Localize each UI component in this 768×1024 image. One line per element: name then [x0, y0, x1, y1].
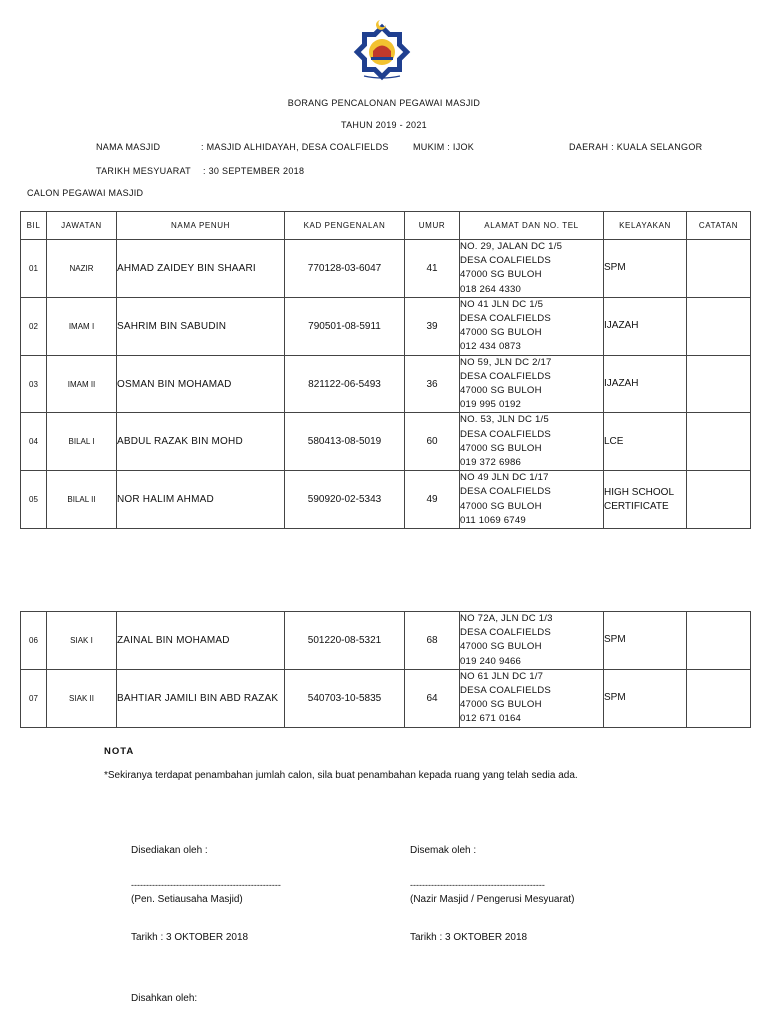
alamat-line: 47000 SG BULOH — [460, 699, 542, 711]
header-kelayakan: KELAYAKAN — [604, 212, 687, 240]
phone-number: 018 264 4330 — [460, 283, 522, 295]
kelayakan-line: SPM — [604, 692, 626, 704]
cell-kelayakan — [604, 612, 687, 670]
kelayakan-line: CERTIFICATE — [604, 500, 669, 512]
cell-umur: 49 — [405, 471, 460, 529]
cell-nama: SAHRIM BIN SABUDIN — [117, 297, 285, 355]
mosque-emblem-logo — [350, 16, 414, 82]
cell-nama: BAHTIAR JAMILI BIN ABD RAZAK — [117, 669, 285, 727]
alamat-line: DESA COALFIELDS — [460, 255, 551, 267]
table-row — [21, 612, 751, 670]
cell-catatan — [687, 297, 751, 355]
tarikh-left: Tarikh : 3 OKTOBER 2018 — [131, 932, 249, 943]
mukim-text: MUKIM : IJOK — [413, 142, 475, 152]
table-row — [21, 471, 751, 529]
signature-line-right: --------------------------------------------- — [410, 880, 545, 890]
cell-kelayakan — [604, 355, 687, 413]
cell-jawatan: BILAL II — [47, 471, 117, 529]
cell-jawatan: SIAK II — [47, 669, 117, 727]
cell-umur: 39 — [405, 297, 460, 355]
cell-bil: 07 — [21, 669, 47, 727]
cell-alamat — [460, 297, 604, 355]
disediakan-label: Disediakan oleh : — [131, 845, 208, 856]
cell-bil: 06 — [21, 612, 47, 670]
cell-catatan — [687, 669, 751, 727]
cell-kad: 821122-06-5493 — [285, 355, 405, 413]
cell-jawatan: BILAL I — [47, 413, 117, 471]
form-year: TAHUN 2019 - 2021 — [341, 120, 427, 130]
cell-nama: OSMAN BIN MOHAMAD — [117, 355, 285, 413]
alamat-line: 47000 SG BULOH — [460, 269, 542, 281]
phone-number: 019 995 0192 — [460, 399, 522, 411]
cell-kelayakan — [604, 413, 687, 471]
cell-nama: ABDUL RAZAK BIN MOHD — [117, 413, 285, 471]
nama-masjid-label: NAMA MASJID — [96, 142, 161, 152]
table-header-row — [21, 212, 751, 240]
alamat-line: 47000 SG BULOH — [460, 442, 542, 454]
header-bil: BIL — [21, 212, 47, 240]
cell-alamat — [460, 355, 604, 413]
cell-umur: 60 — [405, 413, 460, 471]
cell-catatan — [687, 240, 751, 298]
candidate-table — [20, 211, 751, 529]
alamat-line: 47000 SG BULOH — [460, 385, 542, 397]
alamat-line: NO 49 JLN DC 1/17 — [460, 472, 549, 484]
alamat-line: NO 41 JLN DC 1/5 — [460, 298, 544, 310]
cell-alamat — [460, 413, 604, 471]
table-row — [21, 240, 751, 298]
cell-umur: 68 — [405, 612, 460, 670]
phone-number: 012 671 0164 — [460, 713, 522, 725]
table-row — [21, 669, 751, 727]
tarikh-mesyuarat-label: TARIKH MESYUARAT — [96, 166, 191, 176]
cell-bil: 05 — [21, 471, 47, 529]
cell-jawatan: IMAM II — [47, 355, 117, 413]
alamat-line: NO. 29, JALAN DC 1/5 — [460, 241, 563, 252]
setiausaha-caption: (Pen. Setiausaha Masjid) — [131, 894, 243, 905]
tarikh-right: Tarikh : 3 OKTOBER 2018 — [410, 932, 528, 943]
form-title: BORANG PENCALONAN PEGAWAI MASJID — [287, 98, 481, 108]
alamat-line: NO 72A, JLN DC 1/3 — [460, 613, 553, 624]
cell-kelayakan — [604, 471, 687, 529]
phone-number: 011 1069 6749 — [460, 514, 526, 526]
table-row — [21, 355, 751, 413]
cell-alamat — [460, 669, 604, 727]
kelayakan-line: LCE — [604, 435, 624, 447]
cell-bil: 02 — [21, 297, 47, 355]
cell-kad: 590920-02-5343 — [285, 471, 405, 529]
header-kad-pengenalan: KAD PENGENALAN — [285, 212, 405, 240]
candidate-table-continued — [20, 611, 751, 728]
alamat-line: DESA COALFIELDS — [460, 685, 551, 697]
daerah-text: DAERAH : KUALA SELANGOR — [569, 142, 703, 152]
cell-kad: 790501-08-5911 — [285, 297, 405, 355]
kelayakan-line: IJAZAH — [604, 320, 639, 332]
nota-heading: NOTA — [104, 746, 135, 757]
phone-number: 012 434 0873 — [460, 341, 522, 353]
nama-masjid-value: : MASJID ALHIDAYAH, DESA COALFIELDS — [201, 142, 389, 152]
alamat-line: DESA COALFIELDS — [460, 486, 551, 498]
alamat-line: NO 61 JLN DC 1/7 — [460, 670, 544, 682]
alamat-line: 47000 SG BULOH — [460, 500, 542, 512]
disahkan-label: Disahkan oleh: — [131, 993, 198, 1004]
cell-alamat — [460, 240, 604, 298]
phone-number: 019 240 9466 — [460, 655, 522, 667]
cell-umur: 64 — [405, 669, 460, 727]
cell-kad: 501220-08-5321 — [285, 612, 405, 670]
kelayakan-line: HIGH SCHOOL — [604, 486, 675, 498]
header-nama-penuh: NAMA PENUH — [117, 212, 285, 240]
nazir-caption: (Nazir Masjid / Pengerusi Mesyuarat) — [410, 894, 575, 905]
cell-umur: 36 — [405, 355, 460, 413]
section-heading: CALON PEGAWAI MASJID — [27, 188, 144, 198]
tarikh-mesyuarat-value: : 30 SEPTEMBER 2018 — [203, 166, 305, 176]
cell-kad: 580413-08-5019 — [285, 413, 405, 471]
cell-bil: 01 — [21, 240, 47, 298]
header-alamat: ALAMAT DAN NO. TEL — [460, 212, 604, 240]
cell-nama: AHMAD ZAIDEY BIN SHAARI — [117, 240, 285, 298]
cell-kelayakan — [604, 240, 687, 298]
disemak-label: Disemak oleh : — [410, 845, 477, 856]
cell-kad: 540703-10-5835 — [285, 669, 405, 727]
kelayakan-line: SPM — [604, 634, 626, 646]
table-row — [21, 413, 751, 471]
cell-alamat — [460, 471, 604, 529]
cell-nama: NOR HALIM AHMAD — [117, 471, 285, 529]
alamat-line: DESA COALFIELDS — [460, 428, 551, 440]
cell-kad: 770128-03-6047 — [285, 240, 405, 298]
alamat-line: 47000 SG BULOH — [460, 327, 542, 339]
kelayakan-line: IJAZAH — [604, 378, 639, 390]
kelayakan-line: SPM — [604, 262, 626, 274]
cell-bil: 04 — [21, 413, 47, 471]
alamat-line: NO 59, JLN DC 2/17 — [460, 356, 552, 368]
cell-jawatan: SIAK I — [47, 612, 117, 670]
cell-catatan — [687, 355, 751, 413]
cell-catatan — [687, 471, 751, 529]
alamat-line: 47000 SG BULOH — [460, 641, 542, 653]
header-catatan: CATATAN — [687, 212, 751, 240]
header-jawatan: JAWATAN — [47, 212, 117, 240]
alamat-line: NO. 53, JLN DC 1/5 — [460, 414, 549, 426]
cell-catatan — [687, 413, 751, 471]
cell-kelayakan — [604, 297, 687, 355]
cell-jawatan: IMAM I — [47, 297, 117, 355]
table-row — [21, 297, 751, 355]
cell-catatan — [687, 612, 751, 670]
header-umur: UMUR — [405, 212, 460, 240]
signature-line-left: -------------------------------------------------- — [131, 880, 281, 890]
cell-kelayakan — [604, 669, 687, 727]
cell-bil: 03 — [21, 355, 47, 413]
alamat-line: DESA COALFIELDS — [460, 627, 551, 639]
phone-number: 019 372 6986 — [460, 457, 522, 469]
cell-nama: ZAINAL BIN MOHAMAD — [117, 612, 285, 670]
nota-text: *Sekiranya terdapat penambahan jumlah calon, sila buat penambahan kepada ruang yang telah sedia ada. — [104, 770, 578, 781]
alamat-line: DESA COALFIELDS — [460, 313, 551, 325]
cell-umur: 41 — [405, 240, 460, 298]
alamat-line: DESA COALFIELDS — [460, 370, 551, 382]
cell-alamat — [460, 612, 604, 670]
cell-jawatan: NAZIR — [47, 240, 117, 298]
